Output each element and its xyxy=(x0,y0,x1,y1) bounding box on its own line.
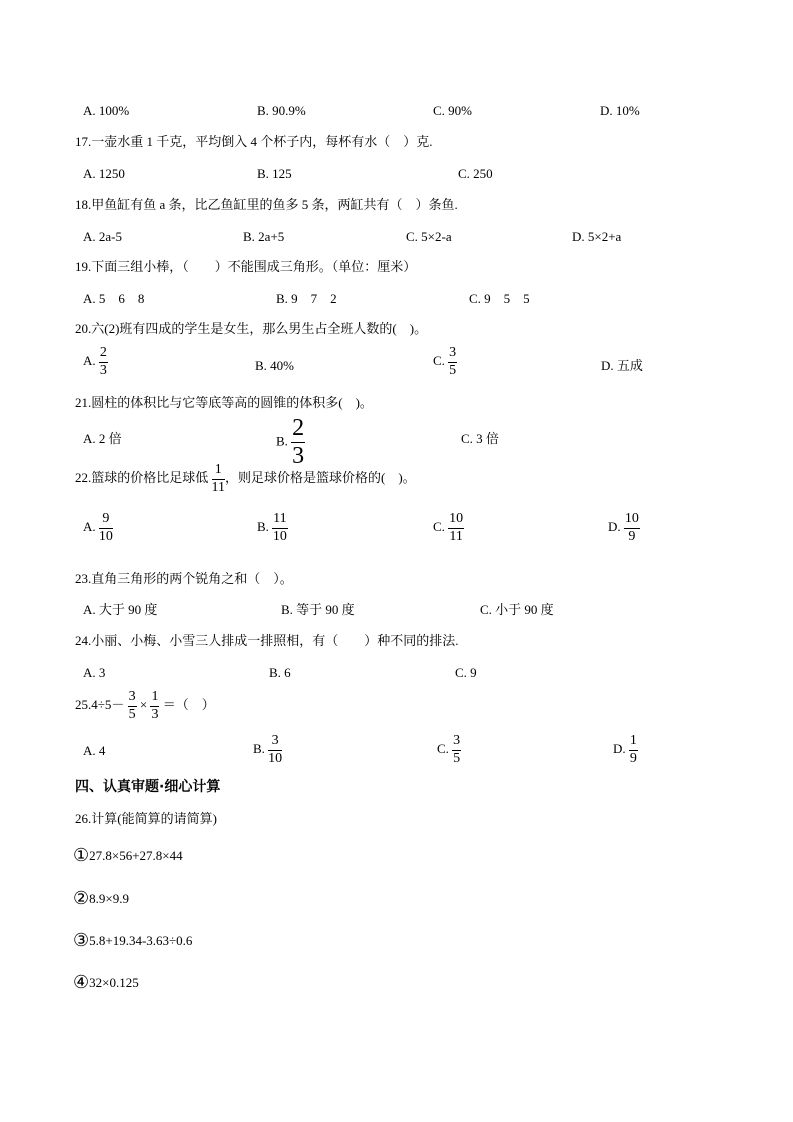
expression: 32×0.125 xyxy=(89,975,139,990)
option-label: B. xyxy=(276,433,288,449)
q20-option-b: B. 40% xyxy=(255,358,294,373)
denominator: 3 xyxy=(292,443,305,470)
numerator: 3 xyxy=(268,734,282,751)
q26-item-4 xyxy=(73,972,139,990)
q24-question: 24.小丽、小梅、小雪三人排成一排照相，有（ ）种不同的排法. xyxy=(75,633,459,648)
q22-question xyxy=(75,463,416,495)
q16-option-a: A. 100% xyxy=(83,103,130,118)
denominator: 5 xyxy=(449,362,457,378)
denominator: 5 xyxy=(453,750,461,766)
fraction xyxy=(272,512,287,544)
q18-option-c: C. 5×2-a xyxy=(406,229,452,244)
numerator: 10 xyxy=(448,512,464,529)
question-text: 22.篮球的价格比足球低 xyxy=(75,470,209,486)
option-label: D. xyxy=(613,741,626,757)
q17-option-a: A. 1250 xyxy=(83,166,125,181)
question-text: ，则足球价格是篮球价格的( )。 xyxy=(225,470,416,486)
denominator: 11 xyxy=(449,528,463,544)
q25-option-b xyxy=(253,734,282,766)
denominator: 11 xyxy=(211,479,225,495)
option-label: C. xyxy=(437,741,449,757)
q22-option-d xyxy=(608,512,640,544)
q22-option-a xyxy=(83,512,113,544)
q25-question xyxy=(75,690,215,722)
numerator: 2 xyxy=(291,416,305,443)
fraction xyxy=(99,346,108,378)
q26-item-2 xyxy=(73,888,129,906)
fraction xyxy=(629,734,638,766)
numerator: 1 xyxy=(629,734,638,751)
circled-number: ④ xyxy=(73,972,90,992)
denominator: 10 xyxy=(268,750,283,766)
q26-item-1 xyxy=(73,845,183,863)
q17-question: 17.一壶水重 1 千克，平均倒入 4 个杯子内，每杯有水（ ）克. xyxy=(75,134,433,149)
fraction xyxy=(291,416,305,469)
q20-option-a xyxy=(83,346,108,378)
q19-option-b: B. 9 7 2 xyxy=(276,291,337,306)
q24-option-c: C. 9 xyxy=(455,665,477,680)
circled-number: ② xyxy=(73,888,90,908)
option-label: C. xyxy=(433,353,445,369)
numerator: 9 xyxy=(99,512,113,529)
q26-item-3 xyxy=(73,930,192,948)
question-text: 25.4÷5－ xyxy=(75,697,125,713)
q21-option-a: A. 2 倍 xyxy=(83,431,122,446)
q18-question: 18.甲鱼缸有鱼 a 条，比乙鱼缸里的鱼多 5 条，两缸共有（ ）条鱼. xyxy=(75,197,458,212)
numerator: 3 xyxy=(452,734,461,751)
denominator: 5 xyxy=(128,706,136,722)
fraction xyxy=(128,690,137,722)
numerator: 1 xyxy=(150,690,159,707)
q21-option-b xyxy=(276,416,305,469)
q22-option-b xyxy=(257,512,288,544)
q18-option-d: D. 5×2+a xyxy=(572,229,622,244)
q19-option-c: C. 9 5 5 xyxy=(469,291,530,306)
q21-option-c: C. 3 倍 xyxy=(461,431,499,446)
fraction xyxy=(99,512,113,544)
q20-option-d: D. 五成 xyxy=(601,358,643,373)
q19-option-a: A. 5 6 8 xyxy=(83,291,145,306)
times-sign: × xyxy=(139,697,148,713)
option-label: A. xyxy=(83,353,96,369)
fraction xyxy=(624,512,640,544)
q23-option-c: C. 小于 90 度 xyxy=(480,602,554,617)
denominator: 10 xyxy=(272,528,287,544)
q23-option-a: A. 大于 90 度 xyxy=(83,602,158,617)
q25-option-c xyxy=(437,734,461,766)
numerator: 1 xyxy=(212,463,225,480)
q16-option-b: B. 90.9% xyxy=(257,103,306,118)
q17-option-c: C. 250 xyxy=(458,166,493,181)
denominator: 3 xyxy=(151,706,159,722)
q16-option-c: C. 90% xyxy=(433,103,472,118)
option-label: B. xyxy=(257,519,269,535)
denominator: 10 xyxy=(98,528,113,544)
denominator: 9 xyxy=(628,528,636,544)
denominator: 3 xyxy=(99,362,107,378)
question-text: ＝（ ） xyxy=(162,697,215,713)
option-label: D. xyxy=(608,519,621,535)
q24-option-a: A. 3 xyxy=(83,665,106,680)
option-label: C. xyxy=(433,519,445,535)
fraction xyxy=(452,734,461,766)
q19-question: 19.下面三组小棒，（ ）不能围成三角形。（单位：厘米） xyxy=(75,259,417,274)
numerator: 11 xyxy=(272,512,287,529)
fraction xyxy=(212,463,225,495)
q25-option-a: A. 4 xyxy=(83,743,106,758)
q23-question: 23.直角三角形的两个锐角之和（ ）。 xyxy=(75,571,293,586)
circled-number: ① xyxy=(73,845,90,865)
q24-option-b: B. 6 xyxy=(269,665,291,680)
q26-question: 26.计算(能简算的请简算) xyxy=(75,811,217,826)
q25-option-d xyxy=(613,734,638,766)
expression: 5.8+19.34-3.63÷0.6 xyxy=(89,933,193,948)
fraction xyxy=(150,690,159,722)
fraction xyxy=(448,512,464,544)
section-heading: 四、认真审题·细心计算 xyxy=(75,779,221,795)
expression: 8.9×9.9 xyxy=(89,891,129,906)
numerator: 3 xyxy=(128,690,137,707)
q16-option-d: D. 10% xyxy=(600,103,640,118)
q20-question: 20.六(2)班有四成的学生是女生，那么男生占全班人数的( )。 xyxy=(75,321,428,336)
option-label: B. xyxy=(253,741,265,757)
q21-question: 21.圆柱的体积比与它等底等高的圆锥的体积多( )。 xyxy=(75,395,373,410)
q17-option-b: B. 125 xyxy=(257,166,292,181)
fraction xyxy=(448,346,457,378)
q18-option-b: B. 2a+5 xyxy=(243,229,285,244)
fraction xyxy=(268,734,282,766)
denominator: 9 xyxy=(629,750,637,766)
q18-option-a: A. 2a-5 xyxy=(83,229,122,244)
expression: 27.8×56+27.8×44 xyxy=(89,848,183,863)
q20-option-c xyxy=(433,346,457,378)
numerator: 10 xyxy=(624,512,640,529)
circled-number: ③ xyxy=(73,930,90,950)
option-label: A. xyxy=(83,519,96,535)
numerator: 3 xyxy=(448,346,457,363)
q23-option-b: B. 等于 90 度 xyxy=(281,602,355,617)
numerator: 2 xyxy=(99,346,108,363)
q22-option-c xyxy=(433,512,464,544)
